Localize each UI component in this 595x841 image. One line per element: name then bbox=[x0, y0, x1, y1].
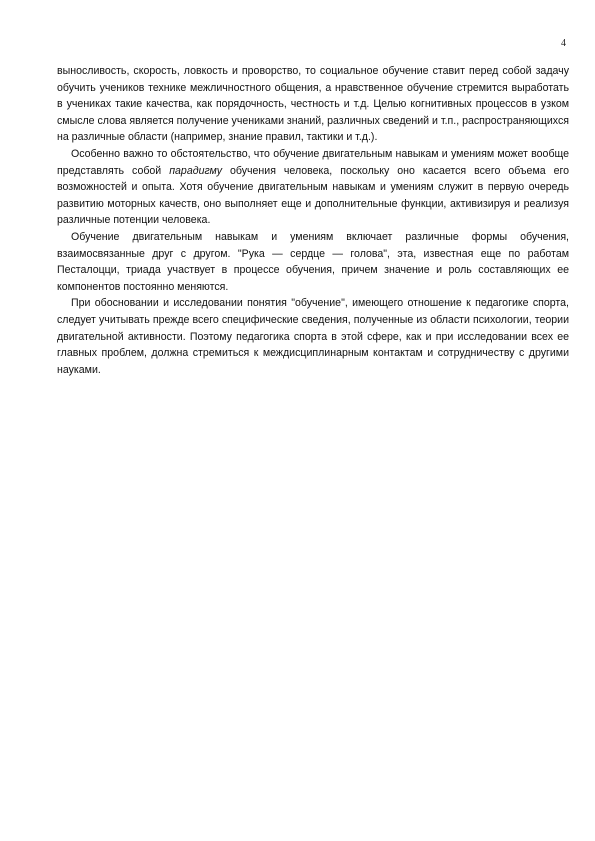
paragraph-3: Обучение двигательным навыкам и умениям включает различные формы обучения, взаимосвязанные друг с другом. "Рука — сердце — голова", эта, известная еще по работам Песталоцци, триада участвует в процессе обучения, причем значение и роль составляющих ее компонентов постоянно меняются. bbox=[57, 230, 569, 293]
paragraph-2-tail: обучения человека, поскольку оно касается всего объема его возможностей и опыта. Хотя обучение двигательным навыкам и умениям служит в первую очередь развитию моторных качеств, оно выполняет еще и дополнительные функции, активизируя и реализуя различные потенции человека. bbox=[57, 164, 570, 227]
paragraph-2-lead: Особенно важно то обстоятельство, что обучение двигательным навыкам и умениям может вообще представлять собой bbox=[57, 147, 569, 177]
paragraph-2 bbox=[57, 146, 569, 229]
document-body bbox=[57, 63, 569, 378]
paragraph-4: При обосновании и исследовании понятия "обучение", имеющего отношение к педагогике спорта, следует учитывать прежде всего специфические сведения, полученные из области психологии, теории двигательной активности. Поэтому педагогика спорта в этой сфере, как и при исследовании всех ее главных проблем, должна стремиться к междисциплинарным контактам и сотрудничеству с другими науками. bbox=[57, 297, 569, 376]
paragraph-2-emphasis: парадигму bbox=[169, 164, 223, 177]
paragraph-1: выносливость, скорость, ловкость и проворство, то социальное обучение ставит перед собой задачу обучить учеников технике межличностного общения, а нравственное обучение стремится выработать в учениках такие качества, как порядочность, честность и т.д. Целью когнитивных процессов в узком смысле слова является получение учениками знаний, различных сведений и т.п., распространяющихся на различные области (например, знание правил, тактики и т.д.). bbox=[57, 65, 569, 144]
page-number: 4 bbox=[561, 38, 566, 49]
